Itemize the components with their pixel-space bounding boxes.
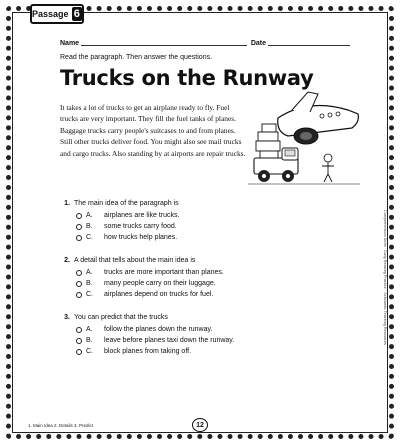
radio-bubble-icon[interactable]: [76, 281, 82, 287]
answer-option[interactable]: B. some trucks carry food.: [76, 221, 332, 232]
passage-label: Passage: [32, 9, 69, 19]
radio-bubble-icon[interactable]: [76, 235, 82, 241]
instructions: Read the paragraph. Then answer the questions.: [60, 54, 213, 61]
name-label: Name: [60, 40, 80, 47]
answer-option[interactable]: B. many people carry on their luggage.: [76, 278, 332, 289]
radio-bubble-icon[interactable]: [76, 349, 82, 355]
question-number: 2.: [64, 257, 70, 264]
page-title: Trucks on the Runway: [60, 66, 314, 90]
footer-skills: 1. Main Idea 2. Details 3. Predict: [28, 423, 94, 428]
question-2: [62, 257, 332, 300]
passage-tab: [30, 4, 84, 24]
question-stem: A detail that tells about the main idea is: [74, 257, 196, 264]
answer-option[interactable]: A. airplanes are like trucks.: [76, 210, 332, 221]
answer-option[interactable]: C. how trucks help planes.: [76, 232, 332, 243]
radio-bubble-icon[interactable]: [76, 327, 82, 333]
answer-option[interactable]: C. block planes from taking off.: [76, 346, 332, 357]
page-number: 12: [192, 418, 208, 432]
radio-bubble-icon[interactable]: [76, 270, 82, 276]
name-date-row: [60, 35, 350, 47]
radio-bubble-icon[interactable]: [76, 224, 82, 230]
question-1: [62, 200, 332, 243]
question-number: 1.: [64, 200, 70, 207]
date-field[interactable]: [268, 38, 350, 46]
radio-bubble-icon[interactable]: [76, 213, 82, 219]
question-3: [62, 314, 332, 357]
side-credit-text: Comprehension Skills · Daily Reading Practice · Scholastic Teaching Resources: [383, 210, 387, 346]
passage-number: 6: [72, 7, 82, 21]
answer-option[interactable]: B. leave before planes taxi down the runway.: [76, 335, 332, 346]
date-label: Date: [250, 40, 266, 47]
answer-option[interactable]: C. airplanes depend on trucks for fuel.: [76, 289, 332, 300]
question-stem: The main idea of the paragraph is: [74, 200, 179, 207]
answer-option[interactable]: A. trucks are more important than planes.: [76, 267, 332, 278]
radio-bubble-icon[interactable]: [76, 292, 82, 298]
name-field[interactable]: [81, 38, 247, 46]
question-number: 3.: [64, 314, 70, 321]
radio-bubble-icon[interactable]: [76, 338, 82, 344]
passage-paragraph: It takes a lot of trucks to get an airplane ready to fly. Fuel trucks are very important. They fill the fuel tanks of planes. Baggage trucks carry people's suitcases to and from planes. Still other trucks deliver food. You might also see mail trucks and cargo trucks. Also standing by at airports are repair trucks.: [60, 103, 246, 158]
answer-option[interactable]: A. follow the planes down the runway.: [76, 324, 332, 335]
question-stem: You can predict that the trucks: [74, 314, 168, 321]
question-list: [62, 200, 332, 371]
airplane-trucks-illustration: [248, 88, 360, 192]
